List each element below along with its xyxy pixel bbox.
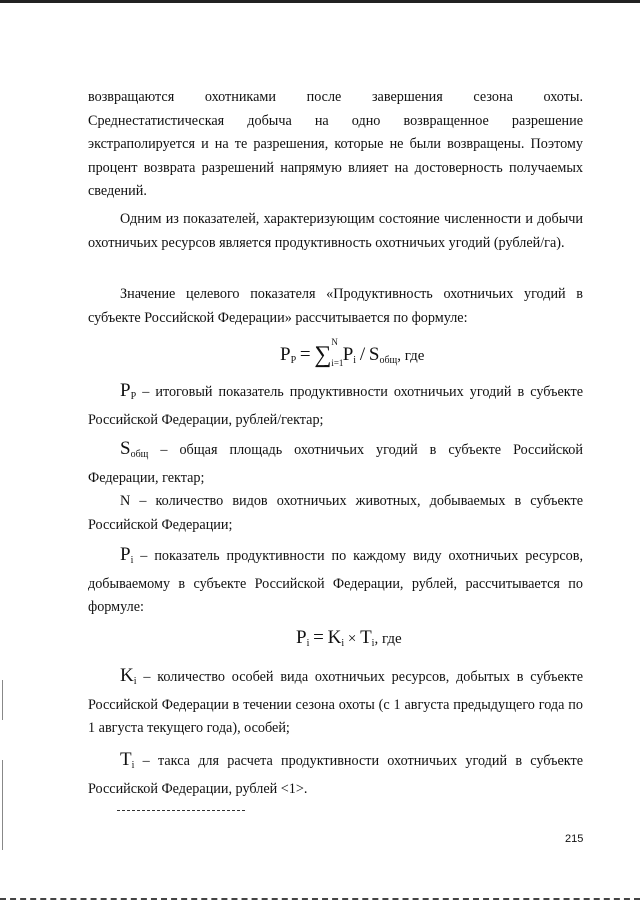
- footnote-separator: [117, 810, 245, 811]
- definition-ki: $K_i$ – количество особей вида охотничьих ресурсов, добытых в субъекте Российской Федерации в течении сезона охоты (с 1 августа предыдущего года по 1 августа текущего года), особей;: [88, 665, 583, 737]
- paragraph-1: возвращаются охотниками после завершения сезона охоты. Среднестатистическая добыча на одно возвращенное разрешение экстраполируется и на те разрешения, которые не были возвращены. Поэтому процент возврата разрешений напрямую влияет на достоверность получаемых сведений.: [88, 89, 583, 200]
- definition-pp: $P_P$ – итоговый показатель продуктивности охотничьих угодий в субъекте Российской Федерации, рублей/гектар;: [88, 380, 583, 428]
- definition-ti: $T_i$ – такса для расчета продуктивности охотничьих угодий в субъекте Российской Федерации, рублей <1>.: [88, 749, 583, 797]
- sum-symbol: ∑ N i=1: [314, 337, 344, 368]
- page-number: 215: [565, 833, 584, 845]
- formula-productivity: $P_P$ = ∑ N i=1 $P_i / S_{общ}$, где: [280, 337, 425, 368]
- bottom-border: [0, 898, 640, 900]
- definition-pi: $P_i$ – показатель продуктивности по каждому виду охотничьих ресурсов, добываемому в субъекте Российской Федерации, рублей, рассчитывается по формуле:: [88, 544, 583, 616]
- formula-pi: $P_i = K_i \times T_i$, где: [296, 627, 402, 649]
- paragraph-2: Одним из показателей, характеризующим состояние численности и добычи охотничьих ресурсов является продуктивность охотничьих угодий (рублей/га).: [88, 211, 583, 251]
- top-border: [0, 0, 640, 3]
- paragraph-3: Значение целевого показателя «Продуктивность охотничьих угодий в субъекте Российской Федерации» рассчитывается по формуле:: [88, 286, 583, 326]
- scan-margin-mark: [2, 760, 3, 850]
- scan-margin-mark: [2, 680, 3, 720]
- definition-n: N – количество видов охотничьих животных, добываемых в субъекте Российской Федерации;: [88, 493, 583, 533]
- definition-s: $S_{общ}$ – общая площадь охотничьих угодий в субъекте Российской Федерации, гектар;: [88, 438, 583, 486]
